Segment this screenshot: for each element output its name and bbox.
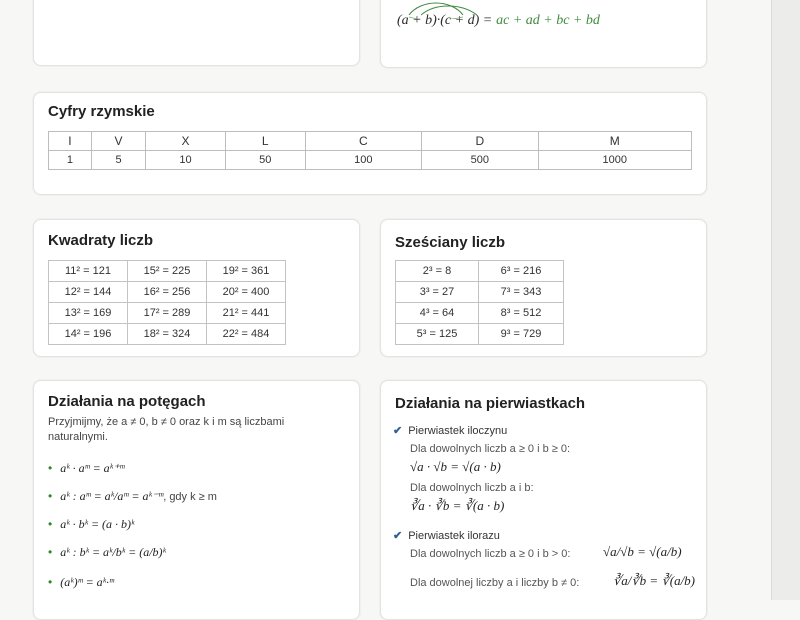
square-cell: 20² = 400	[207, 282, 286, 303]
power-rule	[48, 545, 166, 560]
roman-numeral: I	[49, 132, 92, 151]
power-rule-formula: aᵏ · bᵏ = (a · b)ᵏ	[60, 517, 135, 531]
power-rule-formula: aᵏ : aᵐ = aᵏ/aᵐ = aᵏ⁻ᵐ	[60, 489, 164, 503]
product-cond-2: Dla dowolnych liczb a i b:	[410, 482, 534, 494]
power-rule-note: , gdy k ≥ m	[163, 491, 217, 503]
roots-card	[380, 380, 707, 620]
powers-intro: Przyjmijmy, że a ≠ 0, b ≠ 0 oraz k i m są liczbami naturalnymi.	[48, 416, 285, 443]
check-icon: ✔	[393, 530, 403, 542]
cubes-card	[380, 219, 707, 357]
product-root-label	[393, 424, 507, 437]
quotient-formula-1: √a/√b = √(a/b)	[603, 544, 682, 559]
power-rule-formula: aᵏ : bᵏ = aᵏ/bᵏ = (a/b)ᵏ	[60, 545, 166, 559]
roman-value: 100	[305, 151, 422, 170]
square-cell: 14² = 196	[49, 324, 128, 345]
bullet-icon: •	[48, 545, 53, 559]
powers-card	[33, 380, 360, 620]
roman-value: 1	[49, 151, 92, 170]
roots-title: Działania na pierwiastkach	[395, 395, 586, 412]
formula-rhs: ac + ad + bc + bd	[496, 13, 600, 28]
quotient-formula-2: ∛a/∛b = ∛(a/b)	[613, 573, 696, 588]
square-cell: 21² = 441	[207, 303, 286, 324]
square-cell: 17² = 289	[128, 303, 207, 324]
power-rule-formula: (aᵏ)ᵐ = aᵏ·ᵐ	[60, 575, 115, 589]
quotient-cond-2: Dla dowolnej liczby a i liczby b ≠ 0:	[410, 577, 580, 589]
arrows-icon	[401, 0, 493, 19]
square-cell: 12² = 144	[49, 282, 128, 303]
square-cell: 11² = 121	[49, 261, 128, 282]
cube-cell: 2³ = 8	[396, 261, 479, 282]
formula-card-right	[380, 0, 707, 68]
cube-cell: 7³ = 343	[479, 282, 564, 303]
square-cell: 22² = 484	[207, 324, 286, 345]
square-cell: 15² = 225	[128, 261, 207, 282]
bullet-icon: •	[48, 461, 53, 475]
powers-title: Działania na potęgach	[48, 393, 206, 410]
roman-value: 10	[146, 151, 226, 170]
cubes-title: Sześciany liczb	[395, 234, 506, 251]
squares-table	[48, 260, 286, 345]
cubes-table	[395, 260, 564, 345]
square-cell: 13² = 169	[49, 303, 128, 324]
product-formula-2: ∛a · ∛b = ∛(a · b)	[410, 498, 505, 513]
roman-numeral: X	[146, 132, 226, 151]
roman-table	[48, 131, 692, 170]
distributive-formula	[397, 11, 600, 29]
squares-card	[33, 219, 360, 357]
roman-numeral: V	[91, 132, 145, 151]
power-rule	[48, 461, 124, 476]
check-icon: ✔	[393, 425, 403, 437]
cube-cell: 4³ = 64	[396, 303, 479, 324]
roman-numeral: L	[225, 132, 305, 151]
squares-title: Kwadraty liczb	[48, 232, 154, 249]
formula-card-left	[33, 0, 360, 66]
square-cell: 19² = 361	[207, 261, 286, 282]
quotient-cond-1: Dla dowolnych liczb a ≥ 0 i b > 0:	[410, 548, 571, 560]
product-root-text: Pierwiastek iloczynu	[408, 425, 508, 437]
quotient-root-label	[393, 529, 500, 542]
cube-cell: 6³ = 216	[479, 261, 564, 282]
power-rule	[48, 575, 114, 590]
product-formula-1: √a · √b = √(a · b)	[410, 459, 501, 474]
power-rule-formula: aᵏ · aᵐ = aᵏ⁺ᵐ	[60, 461, 125, 475]
formula-lhs: (a + b)·(c + d) =	[397, 13, 493, 28]
roman-value: 1000	[538, 151, 691, 170]
bullet-icon: •	[48, 489, 53, 503]
roman-value: 50	[225, 151, 305, 170]
cube-cell: 5³ = 125	[396, 324, 479, 345]
cube-cell: 9³ = 729	[479, 324, 564, 345]
bullet-icon: •	[48, 517, 53, 531]
bullet-icon: •	[48, 575, 53, 589]
roman-numerals-card	[33, 92, 707, 195]
roman-value: 500	[422, 151, 539, 170]
cube-cell: 8³ = 512	[479, 303, 564, 324]
roman-numeral: D	[422, 132, 539, 151]
cube-cell: 3³ = 27	[396, 282, 479, 303]
square-cell: 16² = 256	[128, 282, 207, 303]
quotient-root-text: Pierwiastek ilorazu	[408, 530, 500, 542]
power-rule	[48, 489, 217, 504]
roman-title: Cyfry rzymskie	[48, 103, 155, 120]
product-cond-1: Dla dowolnych liczb a ≥ 0 i b ≥ 0:	[410, 443, 571, 455]
roman-numeral: C	[305, 132, 422, 151]
roman-numeral: M	[538, 132, 691, 151]
page-edge	[771, 0, 800, 600]
square-cell: 18² = 324	[128, 324, 207, 345]
power-rule	[48, 517, 134, 532]
roman-value: 5	[91, 151, 145, 170]
